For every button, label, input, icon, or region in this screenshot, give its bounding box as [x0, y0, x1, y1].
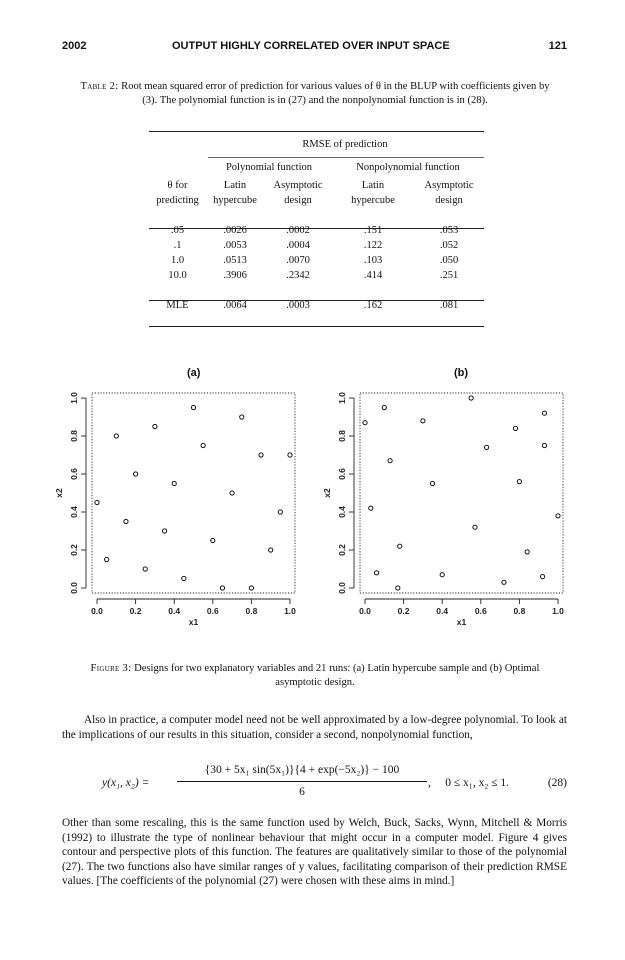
table-cell: .122 — [363, 240, 383, 251]
design-point — [556, 514, 560, 518]
table-cell: 1.0 — [170, 255, 185, 266]
design-point — [382, 405, 386, 409]
table-cell: .1 — [173, 240, 182, 251]
x-tick-label: 0.0 — [359, 606, 371, 616]
design-point — [396, 586, 400, 590]
table-cell: .053 — [439, 225, 459, 236]
design-point — [134, 472, 138, 476]
x-tick-label: 0.2 — [397, 606, 410, 616]
design-point — [388, 459, 392, 463]
table-cell: .414 — [363, 270, 383, 281]
equation-fraction-bar — [177, 781, 427, 782]
design-point — [502, 580, 506, 584]
x-tick-label: 0.4 — [168, 606, 181, 616]
equation-condition: , 0 ≤ x₁, x₂ ≤ 1. — [428, 777, 510, 789]
x-axis-label: x1 — [456, 617, 467, 627]
y-tick-label: 0.8 — [69, 430, 79, 442]
table-cell: 10.0 — [168, 270, 187, 281]
equation-numerator: {30 + 5x₁ sin(5x₁)}{4 + exp(−5x₂)} − 100 — [204, 764, 400, 776]
table-row — [149, 223, 484, 238]
table-cell: .0513 — [223, 255, 247, 266]
table-cell: .081 — [439, 300, 459, 311]
paragraph-discussion: Other than some rescaling, this is the same function used by Welch, Buck, Sacks, Wynn, Mitchell & Morris (1992) to illustrate the type of nonlinear behaviour that might occur in a computer model. Figure 4 gives contour and perspective plots of this function. The features are qualitatively similar to those of the polynomial (27). The two functions also have similar ranges of y values, facilitating comparison of their prediction RMSE values. [The coefficients of the polynomial (27) were chosen with these aims in mind.] — [62, 817, 567, 887]
table-super-header: RMSE of prediction — [302, 138, 388, 150]
table-row — [149, 238, 484, 253]
y-tick-label: 0.2 — [337, 544, 347, 556]
x-tick-label: 0.8 — [245, 606, 258, 616]
table-bottom-rule — [149, 326, 484, 327]
table-cell: .0002 — [286, 225, 310, 236]
design-point — [542, 443, 546, 447]
design-point — [201, 443, 205, 447]
table-caption — [80, 80, 550, 108]
running-header — [62, 40, 567, 54]
design-point — [517, 480, 521, 484]
x-tick-label: 1.0 — [284, 606, 296, 616]
table-row — [149, 268, 484, 283]
design-point — [220, 586, 224, 590]
y-tick-label: 0.4 — [69, 506, 79, 518]
table-cell: .162 — [363, 300, 383, 311]
design-scatter-plots — [0, 380, 625, 650]
table-row-mle — [149, 298, 484, 313]
design-point — [484, 445, 488, 449]
equation-lhs: y(x₁, x₂) = — [102, 777, 150, 789]
table-cell: .0053 — [223, 240, 247, 251]
design-point — [105, 557, 109, 561]
plot-frame — [360, 393, 563, 593]
scatter-plot-b — [322, 392, 564, 627]
design-point — [230, 491, 234, 495]
plot-b-title: (b) — [454, 367, 469, 379]
x-axis-label: x1 — [188, 617, 199, 627]
design-point — [540, 575, 544, 579]
table-cell: .052 — [439, 240, 459, 251]
design-point — [162, 529, 166, 533]
x-tick-label: 0.4 — [436, 606, 449, 616]
table-row — [149, 253, 484, 268]
design-point — [525, 550, 529, 554]
scatter-plot-a — [54, 392, 296, 627]
x-tick-label: 0.6 — [474, 606, 487, 616]
design-point — [211, 538, 215, 542]
table-col-header: Asymptotic — [273, 180, 323, 191]
table-col-header: design — [435, 195, 463, 206]
y-tick-label: 1.0 — [69, 392, 79, 404]
x-tick-label: 0.6 — [206, 606, 219, 616]
table-cell: .0026 — [223, 225, 247, 236]
table-col-header: hypercube — [213, 195, 257, 206]
design-point — [182, 576, 186, 580]
table-cell: .0003 — [286, 300, 310, 311]
table-cell: .251 — [439, 270, 459, 281]
table-cell: .0004 — [286, 240, 310, 251]
table-cell: .2342 — [286, 270, 310, 281]
design-point — [191, 405, 195, 409]
table-col-header: design — [284, 195, 312, 206]
design-point — [143, 567, 147, 571]
table-caption-label: Table 2: — [80, 81, 119, 92]
design-point — [430, 481, 434, 485]
x-tick-label: 0.8 — [513, 606, 526, 616]
design-point — [240, 415, 244, 419]
table-col-header: predicting — [156, 195, 199, 206]
table-cell: .05 — [170, 225, 185, 236]
table-caption-text: Root mean squared error of prediction for various values of θ in the BLUP with coefficients given by (3). The polynomial function is in (27) and the nonpolynomial function is in (28). — [121, 81, 550, 106]
figure-caption-label: Figure 3: — [90, 663, 132, 674]
table-col-header: Asymptotic — [424, 180, 474, 191]
design-point — [542, 411, 546, 415]
table-col-header: Latin — [361, 180, 385, 191]
y-axis-label: x2 — [54, 488, 64, 498]
equation-number: (28) — [547, 777, 567, 789]
design-point — [259, 453, 263, 457]
equation-denominator: 6 — [299, 786, 305, 798]
table-cell: .050 — [439, 255, 459, 266]
design-point — [513, 426, 517, 430]
x-tick-label: 0.0 — [91, 606, 103, 616]
header-year: 2002 — [62, 40, 87, 52]
table-col-header: Latin — [223, 180, 247, 191]
table-col-header: hypercube — [351, 195, 395, 206]
table-col-header: θ for — [167, 180, 188, 191]
rmse-table — [149, 132, 484, 313]
design-point — [269, 548, 273, 552]
design-point — [95, 500, 99, 504]
table-group-header-nonpolynomial: Nonpolynomial function — [356, 161, 460, 173]
table-cell: .3906 — [223, 270, 247, 281]
y-axis-label: x2 — [322, 488, 332, 498]
design-point — [288, 453, 292, 457]
y-tick-label: 1.0 — [337, 392, 347, 404]
design-point — [172, 481, 176, 485]
figure-caption — [70, 662, 560, 690]
plot-frame — [92, 393, 295, 593]
table-cell: .0070 — [286, 255, 310, 266]
y-tick-label: 0.8 — [337, 430, 347, 442]
plot-a-title: (a) — [187, 367, 201, 379]
design-point — [440, 573, 444, 577]
x-tick-label: 1.0 — [552, 606, 564, 616]
equation-28 — [62, 764, 567, 804]
design-point — [278, 510, 282, 514]
design-point — [249, 586, 253, 590]
table-group-header-polynomial: Polynomial function — [225, 161, 313, 173]
design-point — [153, 424, 157, 428]
design-point — [473, 525, 477, 529]
table-cell: .0064 — [223, 300, 247, 311]
header-title: OUTPUT HIGHLY CORRELATED OVER INPUT SPACE — [172, 40, 450, 52]
table-cell: MLE — [166, 300, 189, 311]
y-tick-label: 0.0 — [69, 582, 79, 594]
y-tick-label: 0.0 — [337, 582, 347, 594]
figure-caption-text: Designs for two explanatory variables and 21 runs: (a) Latin hypercube sample and (b) Optimal asymptotic design. — [134, 663, 540, 688]
design-point — [114, 434, 118, 438]
table-cell: .103 — [363, 255, 383, 266]
design-point — [374, 571, 378, 575]
paragraph-intro: Also in practice, a computer model need not be well approximated by a low-degree polynomial. To look at the implications of our results in this situation, consider a second, nonpolynomial function, — [62, 714, 567, 741]
table-cell: .151 — [363, 225, 383, 236]
y-tick-label: 0.6 — [69, 468, 79, 480]
y-tick-label: 0.4 — [337, 506, 347, 518]
x-tick-label: 0.2 — [129, 606, 142, 616]
design-point — [398, 544, 402, 548]
design-point — [421, 419, 425, 423]
design-point — [363, 421, 367, 425]
header-page-number: 121 — [548, 40, 567, 52]
design-point — [469, 396, 473, 400]
design-point — [369, 506, 373, 510]
y-tick-label: 0.2 — [69, 544, 79, 556]
design-point — [124, 519, 128, 523]
y-tick-label: 0.6 — [337, 468, 347, 480]
